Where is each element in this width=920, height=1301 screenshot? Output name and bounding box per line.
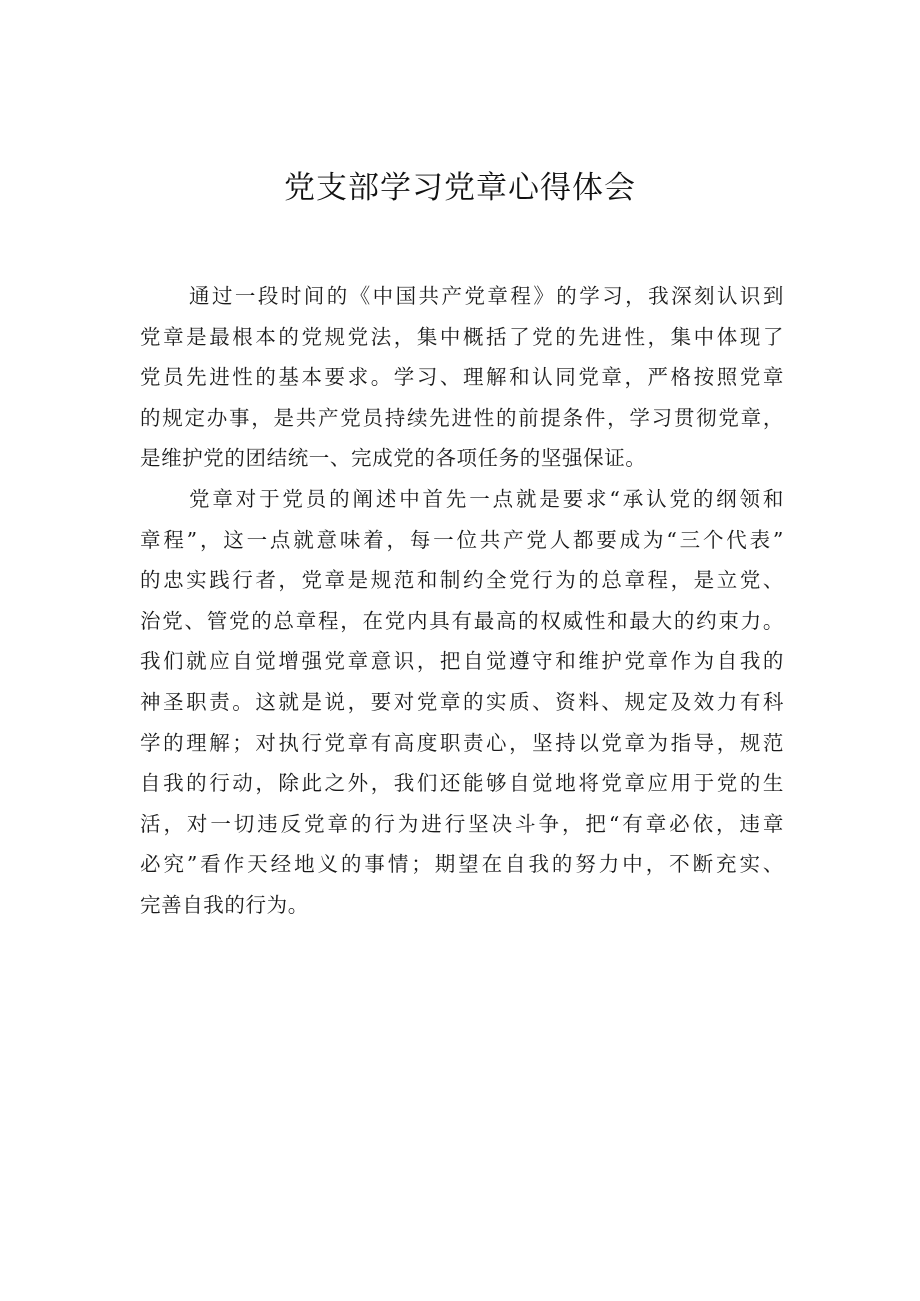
text-line: 必究”看作天经地义的事情；期望在自我的努力中，不断充实、	[140, 852, 784, 877]
text-line: 学的理解；对执行党章有高度职责心，坚持以党章为指导，规范	[140, 730, 784, 755]
text-line: 的忠实践行者，党章是规范和制约全党行为的总章程，是立党、	[140, 568, 784, 593]
text-line: 自我的行动，除此之外，我们还能够自觉地将党章应用于党的生	[140, 771, 784, 796]
text-line: 神圣职责。这就是说，要对党章的实质、资料、规定及效力有科	[140, 689, 784, 714]
text-line: 活，对一切违反党章的行为进行坚决斗争，把“有章必依，违章	[140, 811, 784, 836]
text-line: 完善自我的行为。	[140, 892, 309, 917]
text-line: 章程”，这一点就意味着，每一位共产党人都要成为“三个代表”	[140, 527, 784, 552]
text-line: 通过一段时间的《中国共产党章程》的学习，我深刻认识到	[189, 284, 784, 308]
text-line: 我们就应自觉增强党章意识，把自觉遵守和维护党章作为自我的	[140, 649, 784, 674]
text-line: 是维护党的团结统一、完成党的各项任务的坚强保证。	[140, 446, 647, 471]
document-body	[140, 276, 784, 926]
text-line: 的规定办事，是共产党员持续先进性的前提条件，学习贯彻党章，	[140, 405, 784, 430]
page-title: 党支部学习党章心得体会	[284, 170, 636, 206]
paragraph	[140, 276, 784, 479]
text-line: 党章是最根本的党规党法，集中概括了党的先进性，集中体现了	[140, 324, 784, 349]
text-line: 治党、管党的总章程，在党内具有最高的权威性和最大的约束力。	[140, 608, 784, 633]
paragraph	[140, 479, 784, 926]
text-line: 党章对于党员的阐述中首先一点就是要求“承认党的纲领和	[189, 486, 784, 511]
text-line: 党员先进性的基本要求。学习、理解和认同党章，严格按照党章	[140, 365, 784, 390]
